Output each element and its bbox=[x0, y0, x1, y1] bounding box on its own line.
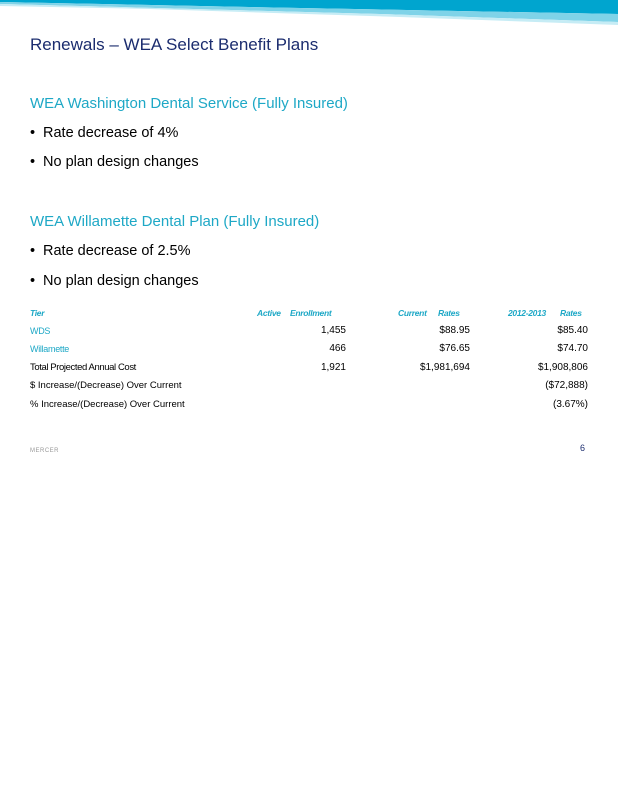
cell-total-current: $1,981,694 bbox=[419, 362, 470, 373]
header-rates-new: Rates bbox=[560, 308, 582, 318]
cell-total-enrollment: 1,921 bbox=[320, 362, 346, 373]
cell-percent-change: (3.67%) bbox=[552, 399, 588, 410]
header-current: Current bbox=[398, 308, 427, 318]
bullet-item bbox=[30, 273, 199, 289]
row-label-dollar-change: $ Increase/(Decrease) Over Current bbox=[30, 380, 182, 391]
bullet-icon: • bbox=[30, 154, 36, 170]
header-decoration bbox=[0, 0, 618, 26]
section-heading-wds: WEA Washington Dental Service (Fully Insured) bbox=[30, 95, 348, 112]
bullet-text: No plan design changes bbox=[43, 273, 199, 289]
header-active: Active bbox=[257, 308, 281, 318]
page-number: 6 bbox=[580, 443, 586, 453]
row-label-percent-change: % Increase/(Decrease) Over Current bbox=[30, 399, 185, 410]
bullet-item bbox=[30, 243, 191, 259]
cell-total-new: $1,908,806 bbox=[537, 362, 588, 373]
bullet-icon: • bbox=[30, 273, 36, 289]
cell-willamette-new: $74.70 bbox=[557, 343, 588, 354]
bullet-text: No plan design changes bbox=[43, 154, 199, 170]
row-label-total: Total Projected Annual Cost bbox=[30, 362, 136, 373]
section-heading-willamette: WEA Willamette Dental Plan (Fully Insured) bbox=[30, 213, 320, 230]
cell-dollar-change: ($72,888) bbox=[545, 380, 588, 391]
header-year: 2012-2013 bbox=[508, 308, 546, 318]
header-tier: Tier bbox=[30, 308, 45, 318]
cell-willamette-current: $76.65 bbox=[439, 343, 470, 354]
header-rates-current: Rates bbox=[438, 308, 460, 318]
bullet-icon: • bbox=[30, 125, 36, 141]
cell-willamette-enrollment: 466 bbox=[329, 343, 346, 354]
cell-wds-current: $88.95 bbox=[439, 325, 470, 336]
page-title: Renewals – WEA Select Benefit Plans bbox=[30, 35, 319, 54]
row-label-wds: WDS bbox=[30, 326, 51, 336]
row-label-willamette: Willamette bbox=[30, 344, 70, 354]
bullet-text: Rate decrease of 4% bbox=[43, 125, 179, 141]
bullet-icon: • bbox=[30, 243, 36, 259]
bullet-item bbox=[30, 154, 199, 170]
cell-wds-enrollment: 1,455 bbox=[320, 325, 346, 336]
bullet-item bbox=[30, 125, 178, 141]
mercer-logo: MERCER bbox=[30, 448, 60, 454]
cell-wds-new: $85.40 bbox=[557, 325, 588, 336]
header-enrollment: Enrollment bbox=[290, 308, 332, 318]
bullet-text: Rate decrease of 2.5% bbox=[43, 243, 191, 259]
